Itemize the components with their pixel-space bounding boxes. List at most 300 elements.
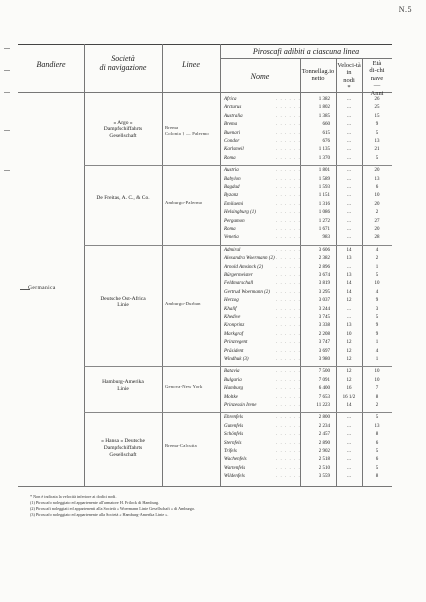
ship-speed: ... xyxy=(347,474,351,480)
ship-name: Wachenfels xyxy=(224,457,247,463)
dot-leader: . . . . . . xyxy=(276,474,301,480)
ship-age: 20 xyxy=(374,227,380,232)
ship-speed: ... xyxy=(347,235,351,241)
ship-name: Gutenfels xyxy=(224,423,244,429)
ship-row xyxy=(224,234,390,242)
ship-age: 27 xyxy=(374,218,380,224)
ship-speed: ... xyxy=(347,147,351,153)
ship-age: 5 xyxy=(375,465,379,471)
header-linee: Linee xyxy=(182,60,200,69)
ship-name: Buenari xyxy=(224,130,241,136)
dot-leader: . . . . . . xyxy=(276,357,301,362)
ship-row xyxy=(224,113,390,121)
ship-age: 13 xyxy=(374,139,380,144)
ship-tonnage: 1 801 xyxy=(318,168,330,174)
ship-speed: ... xyxy=(347,415,351,421)
ship-age: 10 xyxy=(374,193,380,199)
margin-tick xyxy=(4,92,10,93)
ship-name: Byzanz xyxy=(224,193,239,199)
ship-tonnage: 2 800 xyxy=(318,415,330,421)
ship-age: 28 xyxy=(374,235,380,241)
dot-leader: . . . . . . xyxy=(276,273,301,278)
ship-tonnage: 660 xyxy=(322,122,330,128)
ship-tonnage: 2 896 xyxy=(318,264,330,270)
ship-row xyxy=(224,377,390,385)
ship-row xyxy=(224,368,390,376)
dot-leader: . . . . . . xyxy=(276,113,301,119)
ship-name: Präsident xyxy=(224,348,244,354)
ship-age: 8 xyxy=(375,474,379,480)
route-name: Amburgo-Durban xyxy=(165,300,201,306)
ship-age: 5 xyxy=(375,155,379,161)
ship-tonnage: 7 500 xyxy=(318,369,330,375)
page-number: N.5 xyxy=(398,5,412,14)
dot-leader: . . . . . . xyxy=(276,377,301,383)
ship-name: Bürgermeister xyxy=(224,273,253,278)
ship-row xyxy=(224,264,390,272)
ship-speed: ... xyxy=(347,227,351,232)
group-rule xyxy=(84,165,392,166)
ship-name: Emilaemi xyxy=(224,201,244,207)
ship-age: 5 xyxy=(375,315,379,320)
header-bandiere: Bandiere xyxy=(36,60,66,69)
ship-name: Roma xyxy=(224,155,236,161)
ship-name: Khalif xyxy=(224,306,237,312)
ship-age: 1 xyxy=(375,357,379,362)
route-name: Amburgo-Palermo xyxy=(165,200,203,205)
ship-tonnage: 3 244 xyxy=(318,306,330,312)
dot-leader: . . . . . . xyxy=(276,176,301,182)
ship-row xyxy=(224,184,390,192)
ship-tonnage: 1 316 xyxy=(318,201,330,207)
ship-speed: 16 1/2 xyxy=(342,394,356,400)
company-name: « Argo » Dampfschiffahrts Gesellschaft xyxy=(103,119,143,140)
ship-speed: 13 xyxy=(346,273,352,278)
ship-tonnage: 3 559 xyxy=(318,474,330,480)
column-rule xyxy=(220,44,221,486)
ship-row xyxy=(224,297,390,305)
ship-name: Roma xyxy=(224,227,236,232)
ship-tonnage: 2 208 xyxy=(318,331,330,337)
ship-tonnage: 2 234 xyxy=(318,423,330,429)
dot-leader: . . . . . . xyxy=(276,403,301,408)
ship-age: 26 xyxy=(374,97,380,102)
table-top-rule xyxy=(18,44,392,45)
dot-leader: . . . . . . xyxy=(276,155,301,161)
ship-age: 13 xyxy=(374,423,380,429)
ship-age: 9 xyxy=(375,331,379,337)
ship-tonnage: 1 272 xyxy=(318,218,330,224)
header-piroscafi: Piroscafi adibiti a ciascuna linea xyxy=(252,47,360,56)
ship-name: Prinzregent xyxy=(224,340,248,346)
ship-speed: 14 xyxy=(346,289,352,295)
ship-speed: ... xyxy=(347,449,351,454)
dot-leader: . . . . . . xyxy=(276,369,301,375)
ship-age: 13 xyxy=(374,176,380,182)
ship-speed: 16 xyxy=(346,386,352,392)
dot-leader: . . . . . . xyxy=(276,457,301,463)
dot-leader: . . . . . . xyxy=(276,235,301,241)
ship-speed: ... xyxy=(347,465,351,471)
ship-row xyxy=(224,226,390,234)
footnote: (1) Piroscafo noleggiato ed appartenente all'armatore H. Frilock di Hamburg. xyxy=(30,499,160,505)
company-name: De Freitas, A. C., & Co. xyxy=(96,195,150,201)
dot-leader: . . . . . . xyxy=(276,139,301,144)
ship-age: 6 xyxy=(375,457,379,463)
ship-tonnage: 2 518 xyxy=(318,457,330,463)
footnote: (3) Piroscafo noleggiato ed appartenente alla Società « Hamburg-Amerika Linie ». xyxy=(30,512,169,518)
ship-row xyxy=(224,96,390,104)
ship-row xyxy=(224,465,390,473)
ship-age: 5 xyxy=(375,273,379,278)
ship-age: 1 xyxy=(375,340,379,346)
ship-speed: ... xyxy=(347,201,351,207)
ship-name: Batavia xyxy=(224,369,240,375)
ship-speed: 13 xyxy=(346,256,352,262)
ship-tonnage: 1 385 xyxy=(318,113,330,119)
ship-row xyxy=(224,247,390,255)
dot-leader: . . . . . . xyxy=(276,340,301,346)
ship-name: Alexandra Woermann (2) xyxy=(224,256,275,262)
ship-tonnage: 3 747 xyxy=(318,340,330,346)
dot-leader: . . . . . . xyxy=(276,147,301,153)
ship-age: 4 xyxy=(375,348,379,354)
ship-speed: ... xyxy=(347,139,351,144)
ship-row xyxy=(224,314,390,322)
ship-row xyxy=(224,431,390,439)
ship-row xyxy=(224,473,390,481)
dot-leader: . . . . . . xyxy=(276,465,301,471)
dot-leader: . . . . . . xyxy=(276,201,301,207)
ship-speed: ... xyxy=(347,130,351,136)
ship-name: Gertrud Woermann (2) xyxy=(224,289,270,295)
ship-age: 20 xyxy=(374,168,380,174)
ship-row xyxy=(224,402,390,410)
ship-tonnage: 1 593 xyxy=(318,185,330,190)
ship-tonnage: 2 890 xyxy=(318,440,330,446)
ship-age: 5 xyxy=(375,130,379,136)
ship-age: 20 xyxy=(374,201,380,207)
footnote: * Non è indicata la velocità inferiore ai dodici nodi. xyxy=(30,493,117,499)
group-rule xyxy=(84,366,392,367)
ship-age: 10 xyxy=(374,377,380,383)
ship-speed: ... xyxy=(347,210,351,216)
ship-name: Bulgaria xyxy=(224,377,242,383)
ship-age: 4 xyxy=(375,247,379,253)
ship-row xyxy=(224,289,390,297)
ship-speed: 12 xyxy=(346,377,352,383)
ship-age: 21 xyxy=(374,147,380,153)
ship-row xyxy=(224,385,390,393)
ship-tonnage: 3 745 xyxy=(318,315,330,320)
dot-leader: . . . . . . xyxy=(276,323,301,329)
header-tonnellaggio: Tonnellag.io netto xyxy=(301,68,335,83)
ship-age: 7 xyxy=(375,386,379,392)
ship-tonnage: 615 xyxy=(322,130,330,136)
ship-row xyxy=(224,167,390,175)
ship-age: 3 xyxy=(375,306,379,312)
ship-name: Austria xyxy=(224,168,239,174)
column-rule xyxy=(162,44,163,486)
dot-leader: . . . . . . xyxy=(276,168,301,174)
ship-age: 10 xyxy=(374,369,380,375)
ship-row xyxy=(224,104,390,112)
ship-row xyxy=(224,414,390,422)
ship-name: Brema xyxy=(224,122,238,128)
ship-age: 2 xyxy=(375,210,379,216)
ship-tonnage: 2 457 xyxy=(318,432,330,438)
ship-tonnage: 3 037 xyxy=(318,298,330,304)
dot-leader: . . . . . . xyxy=(276,105,301,111)
dot-leader: . . . . . . xyxy=(276,122,301,128)
ship-tonnage: 3 338 xyxy=(318,323,330,329)
ship-age: 1 xyxy=(375,264,379,270)
ship-row xyxy=(224,331,390,339)
ship-row xyxy=(224,339,390,347)
ship-name: Feldmarschall xyxy=(224,281,254,287)
ship-age: 5 xyxy=(375,449,379,454)
margin-marks xyxy=(0,40,20,240)
dot-leader: . . . . . . xyxy=(276,289,301,295)
ship-tonnage: 1 802 xyxy=(318,105,330,111)
ship-speed: ... xyxy=(347,168,351,174)
margin-tick xyxy=(4,48,10,49)
ship-row xyxy=(224,423,390,431)
ship-tonnage: 2 382 xyxy=(318,256,330,262)
ship-speed: ... xyxy=(347,306,351,312)
ship-name: Australia xyxy=(224,113,243,119)
ship-tonnage: 1 671 xyxy=(318,227,330,232)
ship-speed: 14 xyxy=(346,403,352,408)
dot-leader: . . . . . . xyxy=(276,281,301,287)
ship-row xyxy=(224,322,390,330)
dot-leader: . . . . . . xyxy=(276,256,301,262)
ship-name: Hamburg xyxy=(224,386,243,392)
dot-leader: . . . . . . xyxy=(276,315,301,320)
dot-leader: . . . . . . xyxy=(276,449,301,454)
ship-speed: 12 xyxy=(346,369,352,375)
ship-name: Schönfels xyxy=(224,432,244,438)
ship-tonnage: 3 697 xyxy=(318,348,330,354)
ship-name: Wartenfels xyxy=(224,465,246,471)
ship-age: 9 xyxy=(375,298,379,304)
ship-speed: 14 xyxy=(346,247,352,253)
group-rule xyxy=(84,245,392,246)
ship-tonnage: 6 400 xyxy=(318,386,330,392)
ship-speed: 12 xyxy=(346,340,352,346)
ship-name: Admiral xyxy=(224,247,241,253)
ship-speed: ... xyxy=(347,193,351,199)
company-name: Deutsche Ost-Africa Linie xyxy=(100,295,146,309)
dot-leader: . . . . . . xyxy=(276,298,301,304)
company-name: Hamburg-Amerika Linie xyxy=(102,379,144,393)
dot-leader: . . . . . . xyxy=(276,193,301,199)
ship-tonnage: 7 653 xyxy=(318,394,330,400)
ship-name: Karlsmeil xyxy=(224,147,244,153)
ship-row xyxy=(224,201,390,209)
footnotes xyxy=(30,494,390,519)
ship-speed: ... xyxy=(347,432,351,438)
ship-name: Markgraf xyxy=(224,331,244,337)
dot-leader: . . . . . . xyxy=(276,306,301,312)
ship-tonnage: 2 902 xyxy=(318,449,330,454)
ship-tonnage: 3 674 xyxy=(318,273,330,278)
ship-speed: ... xyxy=(347,185,351,190)
header-societa: Società di navigazione xyxy=(99,54,147,73)
ship-tonnage: 3 606 xyxy=(318,247,330,253)
ship-speed: ... xyxy=(347,440,351,446)
dot-leader: . . . . . . xyxy=(276,423,301,429)
margin-tick xyxy=(4,70,10,71)
ship-speed: ... xyxy=(347,264,351,270)
ship-name: Pergamon xyxy=(224,218,245,224)
ship-age: 4 xyxy=(375,289,379,295)
ship-row xyxy=(224,176,390,184)
ship-age: 15 xyxy=(374,113,380,119)
ship-row xyxy=(224,440,390,448)
dot-leader: . . . . . . xyxy=(276,130,301,136)
table-bottom-rule xyxy=(18,486,392,487)
ship-age: 5 xyxy=(375,415,379,421)
ship-tonnage: 1 370 xyxy=(318,155,330,161)
ship-tonnage: 1 382 xyxy=(318,97,330,102)
ship-age: 8 xyxy=(375,394,379,400)
ship-age: 2 xyxy=(375,256,379,262)
ship-row xyxy=(224,121,390,129)
dot-leader: . . . . . . xyxy=(276,227,301,232)
dot-leader: . . . . . . xyxy=(276,394,301,400)
ship-age: 6 xyxy=(375,185,379,190)
ship-tonnage: 3 980 xyxy=(318,357,330,362)
ship-row xyxy=(224,218,390,226)
ship-speed: ... xyxy=(347,457,351,463)
ship-name: Prinzessin Irene xyxy=(224,403,257,408)
ship-tonnage: 1 589 xyxy=(318,176,330,182)
ship-name: Africa xyxy=(224,97,237,102)
ship-age: 25 xyxy=(374,105,380,111)
ship-name: Herzog xyxy=(224,298,239,304)
column-rule xyxy=(84,44,85,486)
ship-row xyxy=(224,146,390,154)
dot-leader: . . . . . . xyxy=(276,218,301,224)
ship-speed: ... xyxy=(347,155,351,161)
dot-leader: . . . . . . xyxy=(276,247,301,253)
ship-speed: 12 xyxy=(346,298,352,304)
ship-tonnage: 1 135 xyxy=(318,147,330,153)
ship-speed: ... xyxy=(347,97,351,102)
ship-name: Moltke xyxy=(224,394,238,400)
ship-name: Venetia xyxy=(224,235,239,241)
flag-label: Germanica xyxy=(28,284,56,291)
ship-speed: ... xyxy=(347,105,351,111)
ship-name: Khedive xyxy=(224,315,241,320)
piroscafi-rule xyxy=(220,58,392,59)
ship-name: Arnold Amsinck (2) xyxy=(224,264,264,270)
ship-name: Trifels xyxy=(224,449,237,454)
ship-tonnage: 1 151 xyxy=(318,193,330,199)
ship-tonnage: 3 295 xyxy=(318,289,330,295)
ship-tonnage: 2 510 xyxy=(318,465,330,471)
ship-tonnage: 11 223 xyxy=(316,403,330,408)
margin-tick xyxy=(4,170,10,171)
route-name: Genova-New York xyxy=(165,384,203,390)
ship-tonnage: 983 xyxy=(322,235,330,241)
ship-tonnage: 3 819 xyxy=(318,281,330,287)
group-rule xyxy=(84,412,392,413)
ship-row xyxy=(224,394,390,402)
ship-age: 8 xyxy=(375,432,379,438)
ship-row xyxy=(224,192,390,200)
ship-row xyxy=(224,280,390,288)
ship-row xyxy=(224,130,390,138)
ship-row xyxy=(224,209,390,217)
ship-age: 9 xyxy=(375,323,379,329)
dot-leader: . . . . . . xyxy=(276,440,301,446)
ship-tonnage: 676 xyxy=(322,139,330,144)
dot-leader: . . . . . . xyxy=(276,97,301,102)
ship-name: Bagdad xyxy=(224,185,240,190)
ship-age: 2 xyxy=(375,403,379,408)
dot-leader: . . . . . . xyxy=(276,185,301,190)
margin-tick xyxy=(4,130,10,131)
ship-speed: 12 xyxy=(346,348,352,354)
ship-speed: ... xyxy=(347,218,351,224)
ship-name: Helsingburg (1) xyxy=(224,210,256,216)
ship-row xyxy=(224,448,390,456)
ship-age: 9 xyxy=(375,122,379,128)
dot-leader: . . . . . . xyxy=(276,331,301,337)
ship-row xyxy=(224,306,390,314)
ship-row xyxy=(224,272,390,280)
ship-tonnage: 7 091 xyxy=(318,377,330,383)
dot-leader: . . . . . . xyxy=(276,386,301,392)
ship-speed: ... xyxy=(347,423,351,429)
ship-tonnage: 1 086 xyxy=(318,210,330,216)
ship-speed: ... xyxy=(347,122,351,128)
ship-name: Arcturus xyxy=(224,105,242,111)
ship-speed: ... xyxy=(347,176,351,182)
ship-row xyxy=(224,348,390,356)
dot-leader: . . . . . . xyxy=(276,415,301,421)
ship-name: Sternfels xyxy=(224,440,242,446)
ship-speed: 13 xyxy=(346,323,352,329)
ship-row xyxy=(224,138,390,146)
route-name: Brema Colonia } — Palermo xyxy=(165,124,209,136)
ship-row xyxy=(224,155,390,163)
ship-speed: ... xyxy=(347,113,351,119)
ship-name: Ehrenfels xyxy=(224,415,243,421)
ship-age: 6 xyxy=(375,440,379,446)
ship-name: Wildenfels xyxy=(224,474,245,480)
header-nome: Nome xyxy=(250,72,270,81)
header-eta: Età di-chi nave — Anni xyxy=(369,60,385,97)
dot-leader: . . . . . . xyxy=(276,264,301,270)
ship-name: Condor xyxy=(224,139,240,144)
ship-speed: ... xyxy=(347,315,351,320)
ship-name: Babylon xyxy=(224,176,241,182)
header-velocita: Veloci-tà in nodi * xyxy=(337,62,361,92)
dot-leader: . . . . . . xyxy=(276,432,301,438)
ship-speed: 12 xyxy=(346,357,352,362)
ship-name: Windhuk (3) xyxy=(224,357,249,362)
ship-name: Kronprinz xyxy=(224,323,245,329)
company-name: « Hansa » Deutsche Dampfschiffahrts Gesellschaft xyxy=(101,438,145,458)
ship-speed: 14 xyxy=(346,281,352,287)
ship-row xyxy=(224,456,390,464)
footnote: (2) Piroscafi noleggiati ed appartenenti alla Società « Woermann Linie Gesellschaft » di Amburgo. xyxy=(30,506,196,512)
route-name: Brema-Calcutta xyxy=(165,443,197,448)
ship-age: 10 xyxy=(374,281,380,287)
